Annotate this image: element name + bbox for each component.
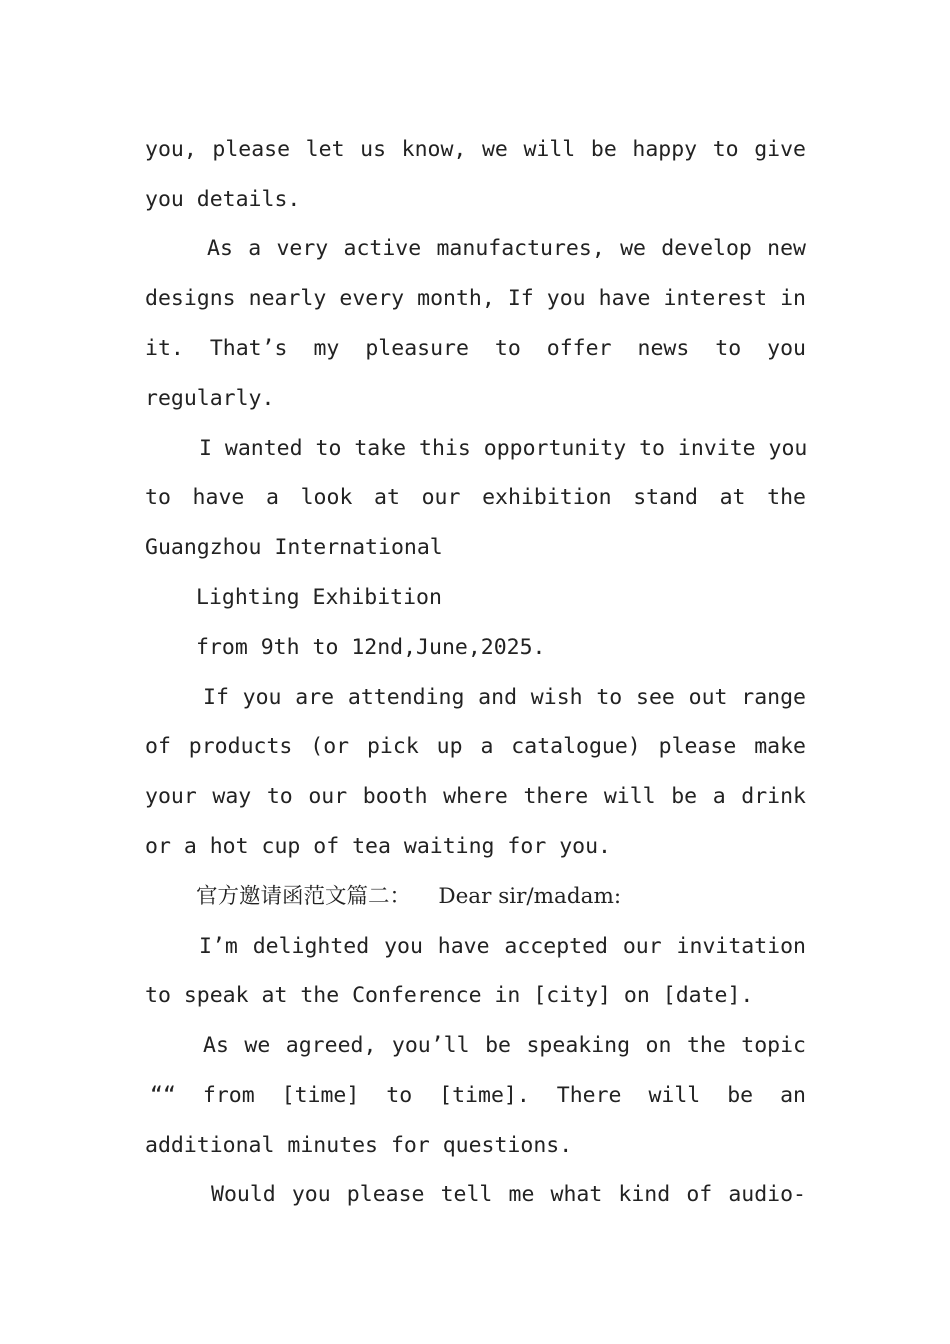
text-line: or a hot cup of tea waiting for you. bbox=[145, 834, 611, 859]
text-line: to have a look at our exhibition stand at the bbox=[145, 485, 806, 510]
text-line: I’m delighted you have accepted our invitation bbox=[199, 934, 806, 959]
section-heading: 官方邀请函范文篇二： Dear sir/madam: bbox=[196, 884, 622, 909]
text-line: of products (or pick up a catalogue) please make bbox=[145, 734, 806, 759]
text-line: additional minutes for questions. bbox=[145, 1133, 573, 1158]
text-line: ““ from [time] to [time]. There will be an bbox=[150, 1083, 806, 1108]
text-line: from 9th to 12nd,June,2025. bbox=[196, 635, 546, 660]
text-line: it. That’s my pleasure to offer news to you bbox=[145, 336, 806, 361]
text-line: to speak at the Conference in [city] on [date]. bbox=[145, 983, 754, 1008]
text-line: If you are attending and wish to see out range bbox=[203, 685, 806, 710]
text-line: As we agreed, you’ll be speaking on the topic bbox=[203, 1033, 806, 1058]
text-line: Guangzhou International bbox=[145, 535, 443, 560]
text-line: designs nearly every month, If you have interest in bbox=[145, 286, 806, 311]
text-line: you, please let us know, we will be happy to give bbox=[145, 137, 806, 162]
text-line: Lighting Exhibition bbox=[196, 585, 442, 610]
text-line: Would you please tell me what kind of audio- bbox=[211, 1182, 806, 1207]
text-line: your way to our booth where there will be a drink bbox=[145, 784, 806, 809]
text-line: you details. bbox=[145, 187, 301, 212]
text-line: I wanted to take this opportunity to invite you bbox=[199, 436, 808, 461]
text-line: regularly. bbox=[145, 386, 275, 411]
text-line: As a very active manufactures, we develop new bbox=[207, 236, 806, 261]
